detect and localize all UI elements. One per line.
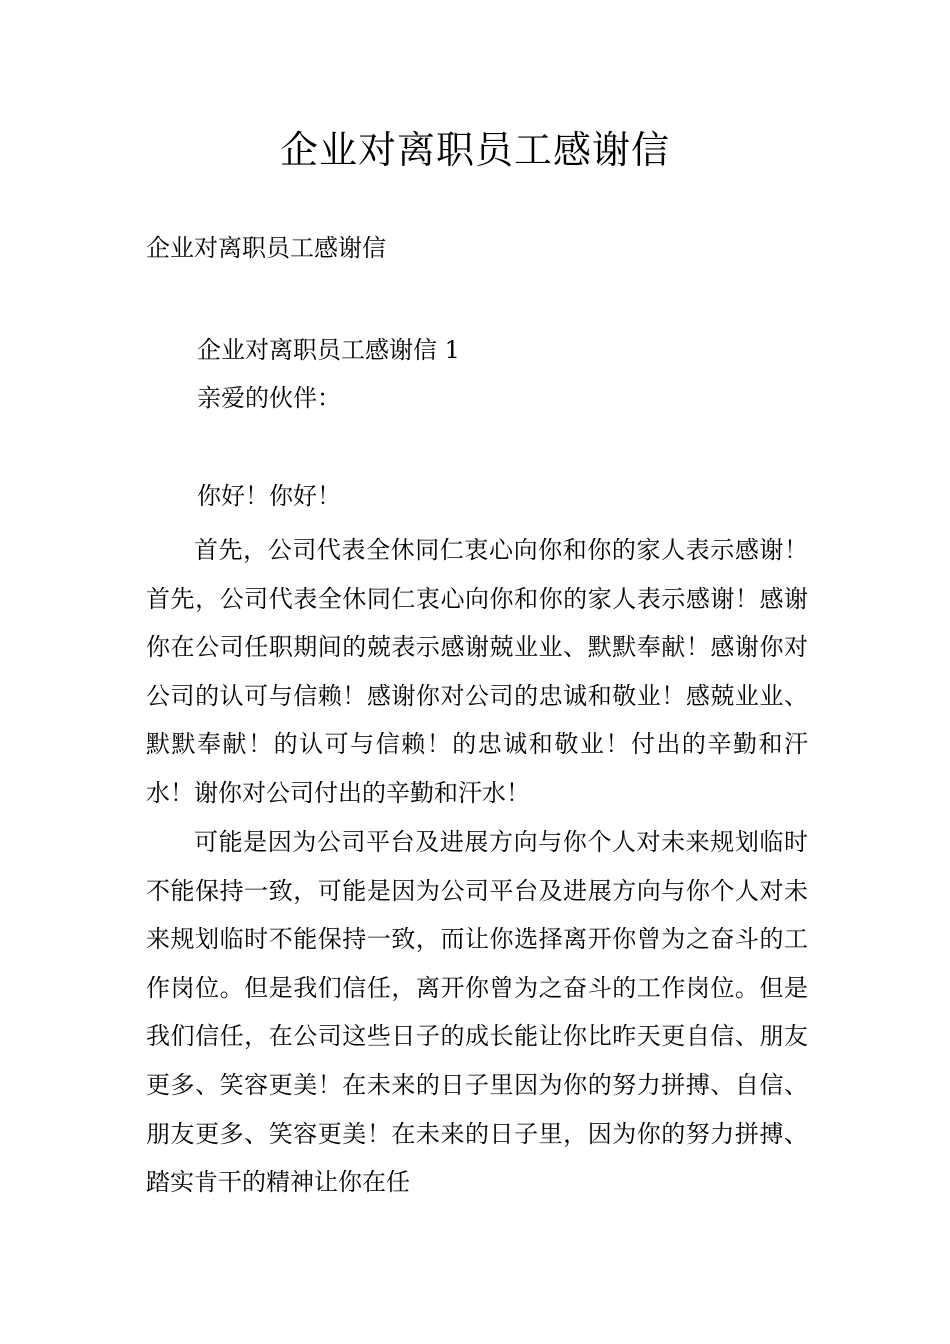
page-title: 企业对离职员工感谢信 [279, 128, 670, 172]
body-paragraph-1: 首先，公司代表全休同仁衷心向你和你的家人表示感谢！首先，公司代表全休同仁衷心向你和你的家人表示感谢！感谢你在公司任职期间的兢表示感谢兢业业、默默奉献！感谢你对公司的认可与信赖！感谢你对公司的忠诚和敬业！感兢业业、默默奉献！的认可与信赖！的忠诚和敬业！付出的辛勤和汗水！谢你对公司付出的辛勤和汗水！ [146, 536, 808, 807]
letter-greeting: 你好！你好！ [197, 482, 341, 510]
letter-salutation: 亲爱的伙伴： [197, 384, 341, 412]
document-subtitle: 企业对离职员工感谢信 [146, 234, 386, 262]
body-paragraph-2: 可能是因为公司平台及进展方向与你个人对未来规划临时不能保持一致，可能是因为公司平台及进展方向与你个人对未来规划临时不能保持一致，而让你选择离开你曾为之奋斗的工作岗位。但是我们信任，离开你曾为之奋斗的工作岗位。但是我们信任，在公司这些日子的成长能让你比昨天更自信、朋友更多、笑容更美！在未来的日子里因为你的努力拼搏、自信、朋友更多、笑容更美！在未来的日子里，因为你的努力拼搏、踏实肯干的精神让你在任 [146, 828, 808, 1197]
letter-heading: 企业对离职员工感谢信 1 [197, 336, 460, 364]
